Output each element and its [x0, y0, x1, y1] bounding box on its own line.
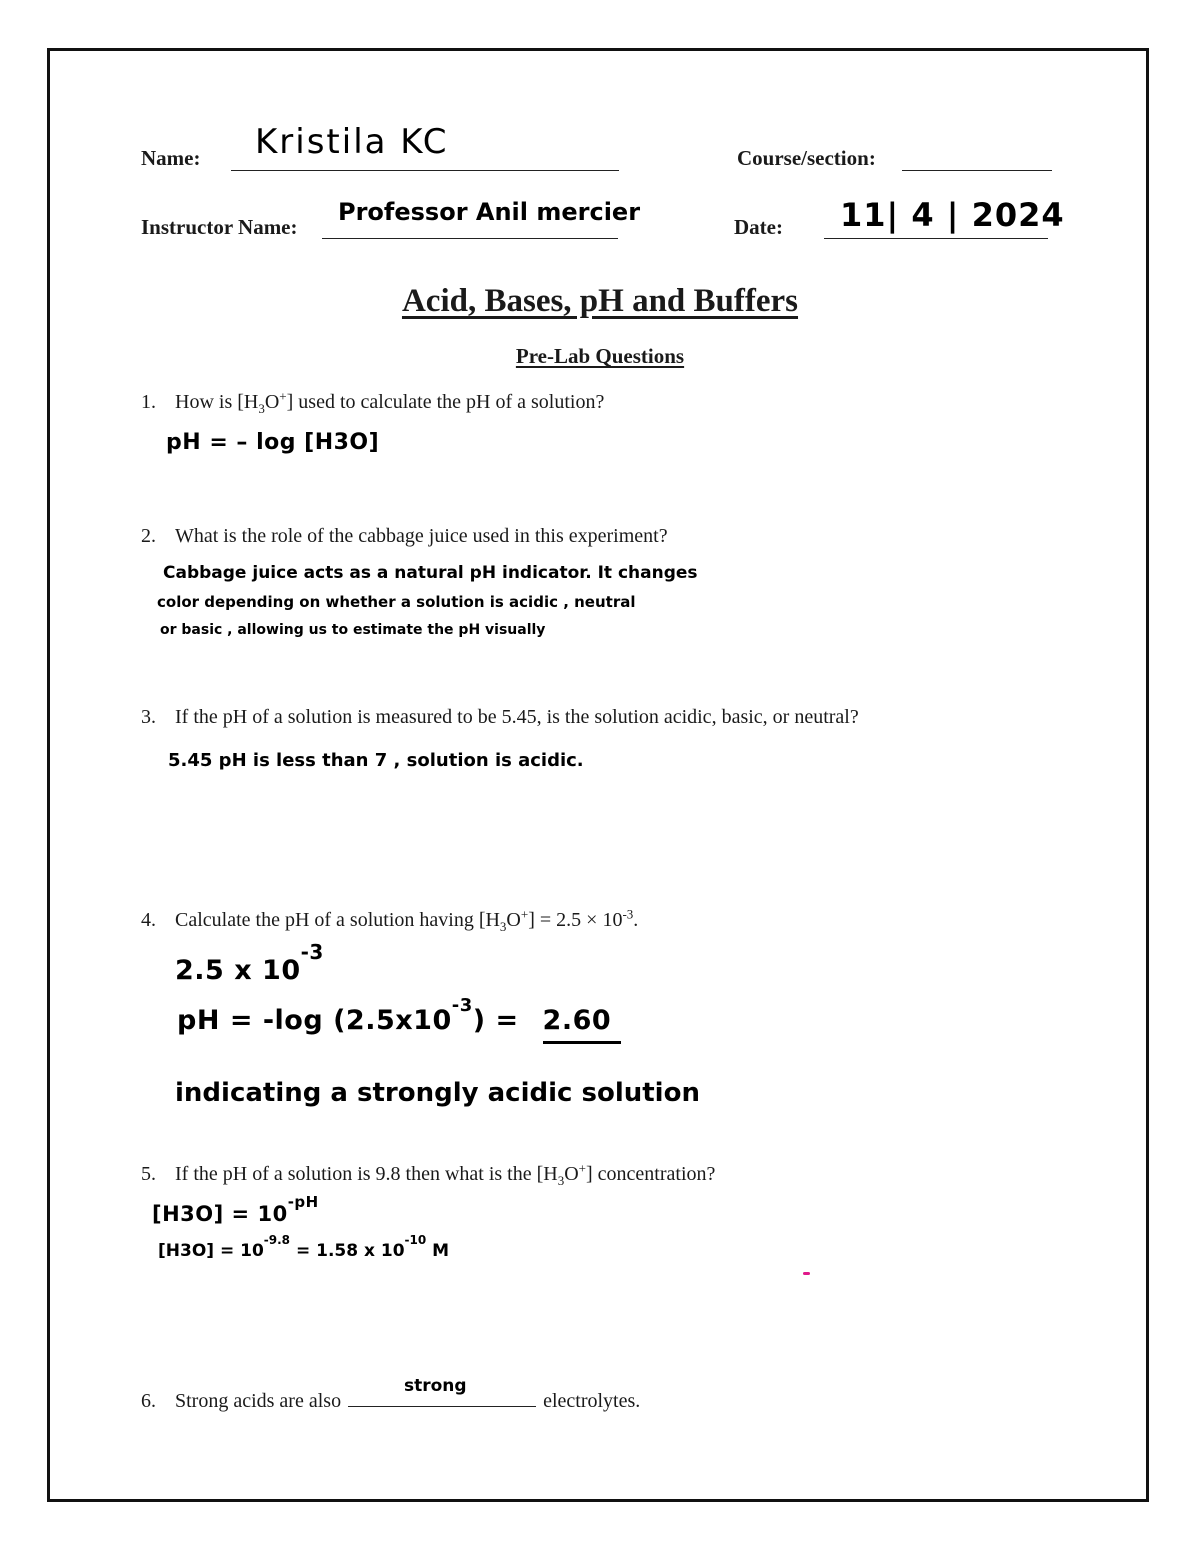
- final-answer: 2.60: [543, 1005, 622, 1044]
- answer-2-line-3[interactable]: or basic , allowing us to estimate the pH visually: [160, 622, 546, 638]
- page-title: Acid, Bases, pH and Buffers: [401, 283, 799, 319]
- date-value[interactable]: 11| 4 | 2024: [840, 196, 1065, 234]
- name-field-line: [231, 170, 619, 171]
- question-6: 6. Strong acids are also electrolytes.: [141, 1390, 641, 1412]
- answer-4-line-3[interactable]: indicating a strongly acidic solution: [175, 1078, 700, 1108]
- question-number: 4.: [141, 909, 156, 931]
- question-number: 3.: [141, 706, 156, 728]
- answer-5-line-1[interactable]: $[H3O] = 10^{-pH}$: [152, 1193, 319, 1226]
- question-5: 5. If the pH of a solution is 9.8 then what is the $[H_3O^+]$ concentration?: [141, 1160, 716, 1188]
- answer-5-line-2[interactable]: $[H3O] = 10^{-9.8} = 1.58$ x $10^{-10}$ M: [158, 1233, 450, 1261]
- question-number: 5.: [141, 1163, 156, 1185]
- course-field-line: [902, 170, 1052, 171]
- question-3: 3. If the pH of a solution is measured to be 5.45, is the solution acidic, basic, or neutral?: [141, 706, 859, 728]
- question-number: 6.: [141, 1390, 156, 1412]
- answer-4-line-2[interactable]: pH = -log $(2.5x10^{-3}) = 2.60$: [177, 1005, 621, 1044]
- instructor-label: Instructor Name:: [141, 215, 298, 239]
- date-label: Date:: [734, 215, 783, 239]
- page-border: [47, 48, 1149, 1502]
- name-value[interactable]: Kristila KC: [255, 122, 449, 162]
- instructor-field-line: [322, 238, 618, 239]
- answer-1[interactable]: pH = – log [H3O]: [166, 430, 380, 455]
- answer-2-line-2[interactable]: color depending on whether a solution is acidic , neutral: [157, 593, 636, 611]
- question-4: 4. Calculate the pH of a solution having $[H_3O^+] = 2.5 \times 10^{-3}$.: [141, 906, 639, 934]
- course-label: Course/section:: [737, 146, 876, 170]
- question-number: 1.: [141, 391, 156, 413]
- pink-pen-mark: [803, 1272, 810, 1275]
- answer-4-line-1[interactable]: 2.5 x $10^{-3}$: [175, 940, 324, 986]
- page-subtitle: Pre-Lab Questions: [515, 344, 685, 368]
- question-1: 1. How is $[H_3O^+]$ used to calculate the pH of a solution?: [141, 388, 605, 416]
- name-label: Name:: [141, 146, 201, 170]
- answer-6[interactable]: strong: [404, 1376, 467, 1396]
- answer-2-line-1[interactable]: Cabbage juice acts as a natural pH indicator. It changes: [163, 563, 698, 583]
- answer-3[interactable]: 5.45 pH is less than 7 , solution is acidic.: [168, 750, 584, 771]
- date-field-line: [824, 238, 1048, 239]
- question-number: 2.: [141, 525, 156, 547]
- question-2: 2. What is the role of the cabbage juice used in this experiment?: [141, 525, 668, 547]
- instructor-value[interactable]: Professor Anil mercier: [338, 198, 641, 226]
